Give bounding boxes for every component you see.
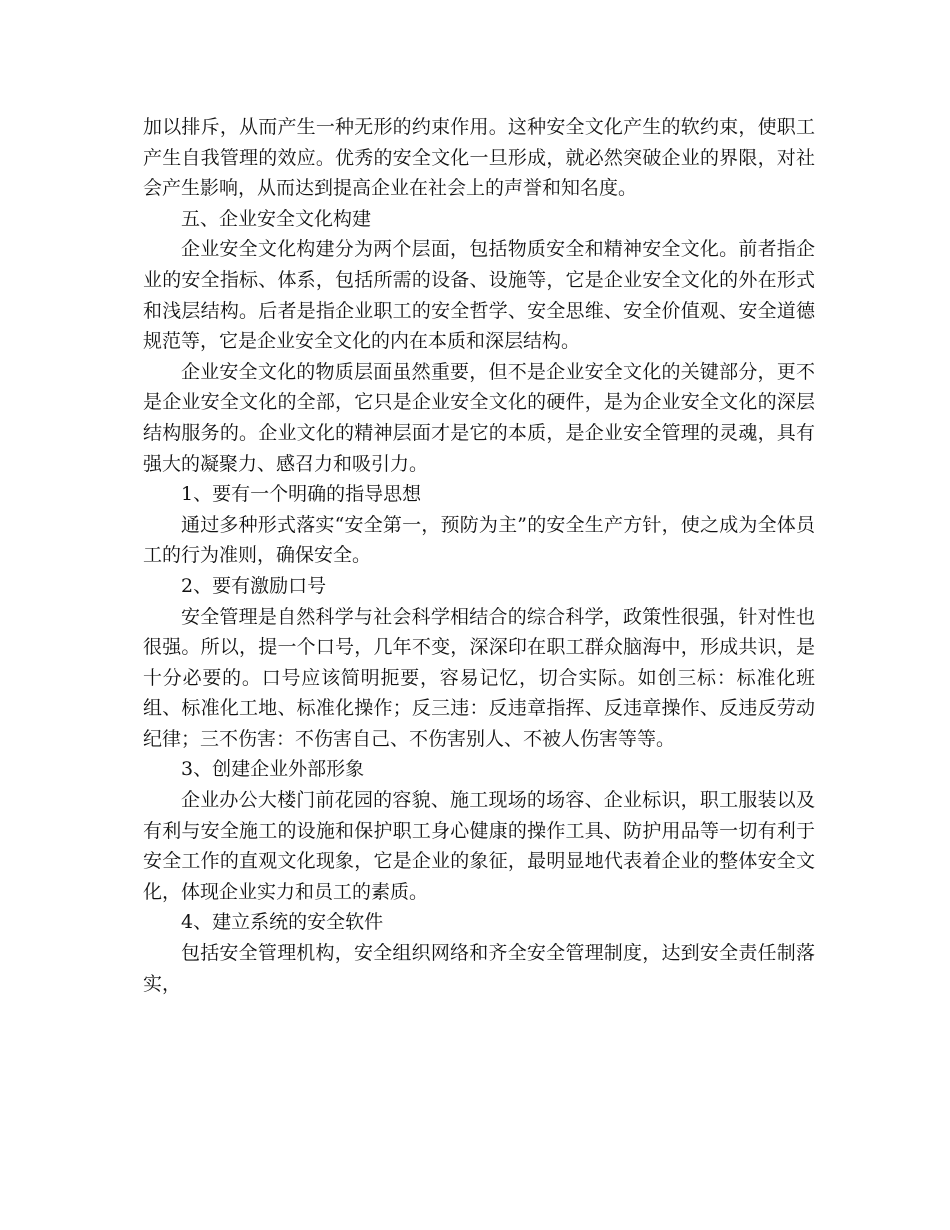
paragraph-safety-software: 包括安全管理机构，安全组织网络和齐全安全管理制度，达到安全责任制落实， bbox=[143, 942, 815, 995]
subheading-2: 2、要有激励口号 bbox=[181, 574, 327, 597]
paragraph-slogans: 安全管理是自然科学与社会科学相结合的综合科学，政策性很强，针对性也很强。所以，提一个口号，几年不变，深深印在职工群众脑海中，形成共识，是十分必要的。口号应该简明扼要，容易记忆，切合实际。如创三标：标准化班组、标准化工地、标准化操作；反三违：反违章指挥、反违章操作、反违反劳动纪律；三不伤害：不伤害自己、不伤害别人、不被人伤害等等。 bbox=[143, 605, 815, 750]
subheading-3: 3、创建企业外部形象 bbox=[181, 758, 365, 781]
subheading-1: 1、要有一个明确的指导思想 bbox=[181, 483, 422, 506]
section-heading-5: 五、企业安全文化构建 bbox=[181, 207, 372, 230]
paragraph-external-image: 企业办公大楼门前花园的容貌、施工现场的场容、企业标识，职工服装以及有利与安全施工的设施和保护职工身心健康的操作工具、防护用品等一切有利于安全工作的直观文化现象，它是企业的象征，最明显地代表着企业的整体安全文化，体现企业实力和员工的素质。 bbox=[143, 789, 815, 903]
paragraph-continuation: 加以排斥，从而产生一种无形的约束作用。这种安全文化产生的软约束，使职工产生自我管理的效应。优秀的安全文化一旦形成，就必然突破企业的界限，对社会产生影响，从而达到提高企业在社会上的声誉和知名度。 bbox=[143, 116, 815, 200]
paragraph-construction-levels: 企业安全文化构建分为两个层面，包括物质安全和精神安全文化。前者指企业的安全指标、体系，包括所需的设备、设施等，它是企业安全文化的外在形式和浅层结构。后者是指企业职工的安全哲学、安全思维、安全价值观、安全道德规范等，它是企业安全文化的内在本质和深层结构。 bbox=[143, 238, 815, 353]
document-body bbox=[143, 112, 815, 999]
subheading-4: 4、建立系统的安全软件 bbox=[181, 911, 384, 934]
paragraph-guiding-thought: 通过多种形式落实“安全第一，预防为主”的安全生产方针，使之成为全体员工的行为准则，确保安全。 bbox=[143, 513, 815, 567]
paragraph-material-layer: 企业安全文化的物质层面虽然重要，但不是企业安全文化的关键部分，更不是企业安全文化的全部，它只是企业安全文化的硬件，是为企业安全文化的深层结构服务的。企业文化的精神层面才是它的本质，是企业安全管理的灵魂，具有强大的凝聚力、感召力和吸引力。 bbox=[143, 360, 815, 475]
